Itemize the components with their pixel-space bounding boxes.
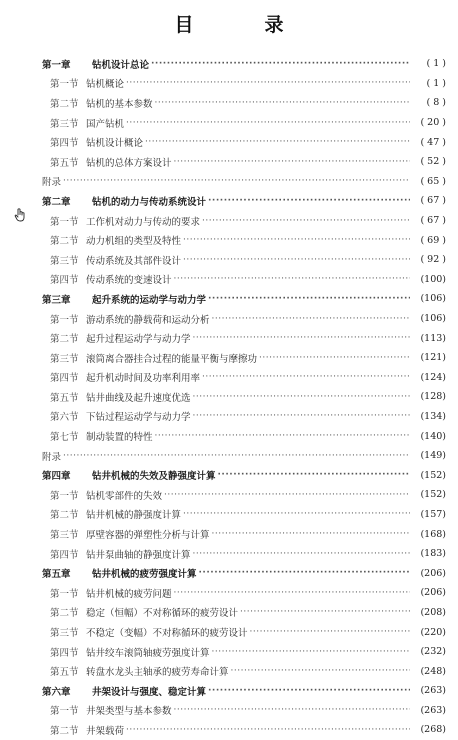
dot-leader (202, 372, 410, 382)
dot-leader (199, 568, 410, 578)
toc-entry-title: 井架设计与强度、稳定计算 (92, 686, 207, 698)
toc-entry-page: ( 67 ) (420, 215, 446, 227)
dot-leader (155, 431, 410, 441)
toc-entry-page: (268) (420, 724, 446, 736)
toc-entry-title: 钻机设计概论 (86, 138, 144, 150)
toc-entry-number: 第一节 (50, 314, 79, 326)
toc-entry-title: 附录 (42, 451, 62, 463)
toc-chapter-row (42, 191, 446, 211)
toc-entry-number: 第六章 (42, 686, 71, 698)
toc-entry-title: 钻机的基本参数 (86, 98, 153, 110)
toc-entry-title: 钻机概论 (86, 79, 125, 91)
toc-section-row (42, 720, 446, 740)
toc-entry-title: 起升系统的运动学与动力学 (92, 294, 207, 306)
toc-section-row (42, 407, 446, 427)
toc-entry-number: 第四章 (42, 471, 71, 483)
toc-entry-title: 下钻过程运动学与动力学 (86, 412, 191, 424)
toc-entry-number: 第一章 (42, 59, 71, 71)
toc-entry-title: 转盘水龙头主轴承的疲劳寿命计算 (86, 667, 229, 679)
toc-section-row (42, 485, 446, 505)
toc-section-row (42, 132, 446, 152)
toc-entry-title: 钻机零部件的失效 (86, 490, 163, 502)
dot-leader (212, 529, 410, 539)
toc-entry-page: (121) (420, 352, 446, 364)
dot-leader (193, 333, 410, 343)
toc-section-row (42, 622, 446, 642)
toc-entry-page: (206) (420, 587, 446, 599)
toc-entry-page: ( 47 ) (420, 136, 446, 148)
toc-entry-title: 制动装置的特性 (86, 432, 153, 444)
toc-chapter-row (42, 54, 446, 74)
toc-entry-number: 第三章 (42, 294, 71, 306)
toc-entry-page: (220) (420, 626, 446, 638)
toc-entry-number: 第四节 (50, 549, 79, 561)
toc-entry-page: ( 52 ) (420, 156, 446, 168)
dot-leader (212, 314, 410, 324)
toc-entry-title: 稳定（恒幅）不对称循环的疲劳设计 (86, 608, 239, 620)
toc-entry-page: (263) (420, 685, 446, 697)
toc-entry-page: (152) (420, 469, 446, 481)
toc-entry-title: 动力机组的类型及特性 (86, 236, 182, 248)
toc-entry-title: 附录 (42, 177, 62, 189)
toc-entry-title: 起升过程运动学与动力学 (86, 334, 191, 346)
toc-entry-number: 第二节 (50, 510, 79, 522)
toc-appendix-row (42, 172, 446, 192)
dot-leader (250, 627, 410, 637)
dot-leader (218, 470, 410, 480)
toc-entry-title: 钻机的总体方案设计 (86, 157, 172, 169)
dot-leader (208, 686, 410, 696)
toc-entry-page: (124) (420, 371, 446, 383)
toc-entry-page: (152) (420, 489, 446, 501)
toc-entry-title: 井架载荷 (86, 725, 125, 737)
toc-section-row (42, 642, 446, 662)
toc-section-row (42, 152, 446, 172)
dot-leader (183, 509, 410, 519)
dot-leader (164, 490, 410, 500)
toc-entry-page: ( 20 ) (420, 117, 446, 129)
toc-section-row (42, 701, 446, 721)
toc-section-row (42, 93, 446, 113)
toc-section-row (42, 328, 446, 348)
toc-entry-title: 钻井绞车滚筒轴疲劳强度计算 (86, 647, 210, 659)
dot-leader (151, 59, 410, 69)
toc-entry-title: 钻井机械的失效及静强度计算 (92, 471, 216, 483)
toc-entry-number: 第四节 (50, 373, 79, 385)
toc-entry-page: (157) (420, 508, 446, 520)
toc-entry-title: 钻井机械的疲劳问题 (86, 588, 172, 600)
toc-entry-page: ( 1 ) (426, 77, 446, 89)
toc-entry-title: 井架类型与基本参数 (86, 706, 172, 718)
toc-entry-number: 第四节 (50, 275, 79, 287)
toc-entry-page: ( 65 ) (420, 175, 446, 187)
dot-leader (174, 588, 410, 598)
toc-entry-title: 厚壁容器的弹塑性分析与计算 (86, 530, 210, 542)
toc-chapter-row (42, 563, 446, 583)
toc-chapter-row (42, 465, 446, 485)
toc-entry-title: 传动系统的变速设计 (86, 275, 172, 287)
toc-entry-number: 第二节 (50, 725, 79, 737)
toc-entry-page: (100) (420, 273, 446, 285)
toc-entry-number: 第四节 (50, 138, 79, 150)
toc-entry-title: 游动系统的静载荷和运动分析 (86, 314, 210, 326)
toc-section-row (42, 113, 446, 133)
toc-section-row (42, 74, 446, 94)
toc-entry-page: (140) (420, 430, 446, 442)
toc-entry-number: 第二节 (50, 608, 79, 620)
toc-chapter-row (42, 289, 446, 309)
dot-leader (193, 549, 410, 559)
toc-entry-page: (206) (420, 567, 446, 579)
toc-section-row (42, 524, 446, 544)
toc-section-row (42, 270, 446, 290)
toc-appendix-row (42, 446, 446, 466)
toc-entry-page: ( 69 ) (420, 234, 446, 246)
toc-section-row (42, 426, 446, 446)
toc-section-row (42, 603, 446, 623)
toc-section-row (42, 368, 446, 388)
toc-entry-number: 第二节 (50, 98, 79, 110)
toc-entry-number: 第一节 (50, 588, 79, 600)
dot-leader (193, 411, 410, 421)
toc-entry-number: 第三节 (50, 255, 79, 267)
page-title: 目 录 (174, 14, 310, 36)
toc-entry-title: 钻井泵曲轴的静强度计算 (86, 549, 191, 561)
toc-entry-page: ( 8 ) (426, 97, 446, 109)
toc-section-row (42, 309, 446, 329)
toc-entry-page: (208) (420, 606, 446, 618)
toc-entry-number: 第一节 (50, 490, 79, 502)
toc-entry-number: 第五章 (42, 569, 71, 581)
toc-entry-title: 传动系统及其部件设计 (86, 255, 182, 267)
toc-entry-page: (128) (420, 391, 446, 403)
toc-entry-page: ( 92 ) (420, 254, 446, 266)
dot-leader (155, 98, 410, 108)
toc-entry-title: 起升机动时间及功率利用率 (86, 373, 201, 385)
dot-leader (126, 725, 410, 735)
dot-leader (174, 705, 410, 715)
toc-entry-number: 第二节 (50, 236, 79, 248)
toc-entry-number: 第三节 (50, 530, 79, 542)
toc-entry-number: 第五节 (50, 667, 79, 679)
toc-entry-title: 不稳定（变幅）不对称循环的疲劳设计 (86, 628, 248, 640)
toc-entry-title: 国产钻机 (86, 118, 125, 130)
toc-entry-number: 第二章 (42, 196, 71, 208)
dot-leader (63, 451, 410, 461)
dot-leader (202, 216, 410, 226)
dot-leader (174, 274, 410, 284)
toc-entry-number: 第三节 (50, 118, 79, 130)
toc-entry-title: 工作机对动力与传动的要求 (86, 216, 201, 228)
toc-entry-title: 滚筒离合器挂合过程的能量平衡与摩擦功 (86, 353, 258, 365)
dot-leader (231, 666, 410, 676)
toc-entry-page: (113) (420, 332, 446, 344)
dot-leader (208, 196, 410, 206)
toc-chapter-row (42, 681, 446, 701)
dot-leader (126, 118, 410, 128)
dot-leader (174, 157, 410, 167)
toc-entry-number: 第一节 (50, 79, 79, 91)
dot-leader (240, 607, 410, 617)
toc-entry-number: 第五节 (50, 392, 79, 404)
toc-entry-number: 第三节 (50, 628, 79, 640)
dot-leader (63, 176, 410, 186)
toc-section-row (42, 544, 446, 564)
toc-entry-number: 第一节 (50, 216, 79, 228)
toc-entry-page: (106) (420, 313, 446, 325)
toc-entry-number: 第七节 (50, 432, 79, 444)
dot-leader (208, 294, 410, 304)
dot-leader (126, 78, 410, 88)
toc-section-row (42, 583, 446, 603)
toc-entry-number: 第三节 (50, 353, 79, 365)
dot-leader (212, 647, 410, 657)
dot-leader (145, 137, 410, 147)
toc-entry-number: 第四节 (50, 647, 79, 659)
toc-entry-title: 钻井曲线及起升速度优选 (86, 392, 191, 404)
toc-section-row (42, 387, 446, 407)
toc-entry-page: (168) (420, 528, 446, 540)
hand-cursor-icon (14, 208, 26, 222)
toc-entry-number: 第一节 (50, 706, 79, 718)
dot-leader (259, 353, 410, 363)
toc-entry-title: 钻井机械的疲劳强度计算 (92, 569, 197, 581)
dot-leader (193, 392, 410, 402)
toc-entry-title: 钻井机械的静强度计算 (86, 510, 182, 522)
toc-entry-page: (248) (420, 665, 446, 677)
toc-entry-number: 第五节 (50, 157, 79, 169)
toc-entry-title: 钻机设计总论 (92, 59, 150, 71)
toc-section-row (42, 230, 446, 250)
toc-entry-page: ( 67 ) (420, 195, 446, 207)
toc-entry-page: (106) (420, 293, 446, 305)
toc-section-row (42, 661, 446, 681)
toc-entry-number: 第二节 (50, 334, 79, 346)
toc-section-row (42, 348, 446, 368)
toc-entry-page: ( 1 ) (426, 58, 446, 70)
toc-section-row (42, 505, 446, 525)
dot-leader (183, 255, 410, 265)
toc-entry-page: (134) (420, 410, 446, 422)
table-of-contents (42, 54, 446, 740)
toc-entry-page: (232) (420, 646, 446, 658)
toc-entry-page: (263) (420, 704, 446, 716)
toc-entry-title: 钻机的动力与传动系统设计 (92, 196, 207, 208)
toc-section-row (42, 211, 446, 231)
dot-leader (183, 235, 410, 245)
toc-section-row (42, 250, 446, 270)
toc-entry-page: (149) (420, 450, 446, 462)
toc-entry-page: (183) (420, 548, 446, 560)
toc-entry-number: 第六节 (50, 412, 79, 424)
